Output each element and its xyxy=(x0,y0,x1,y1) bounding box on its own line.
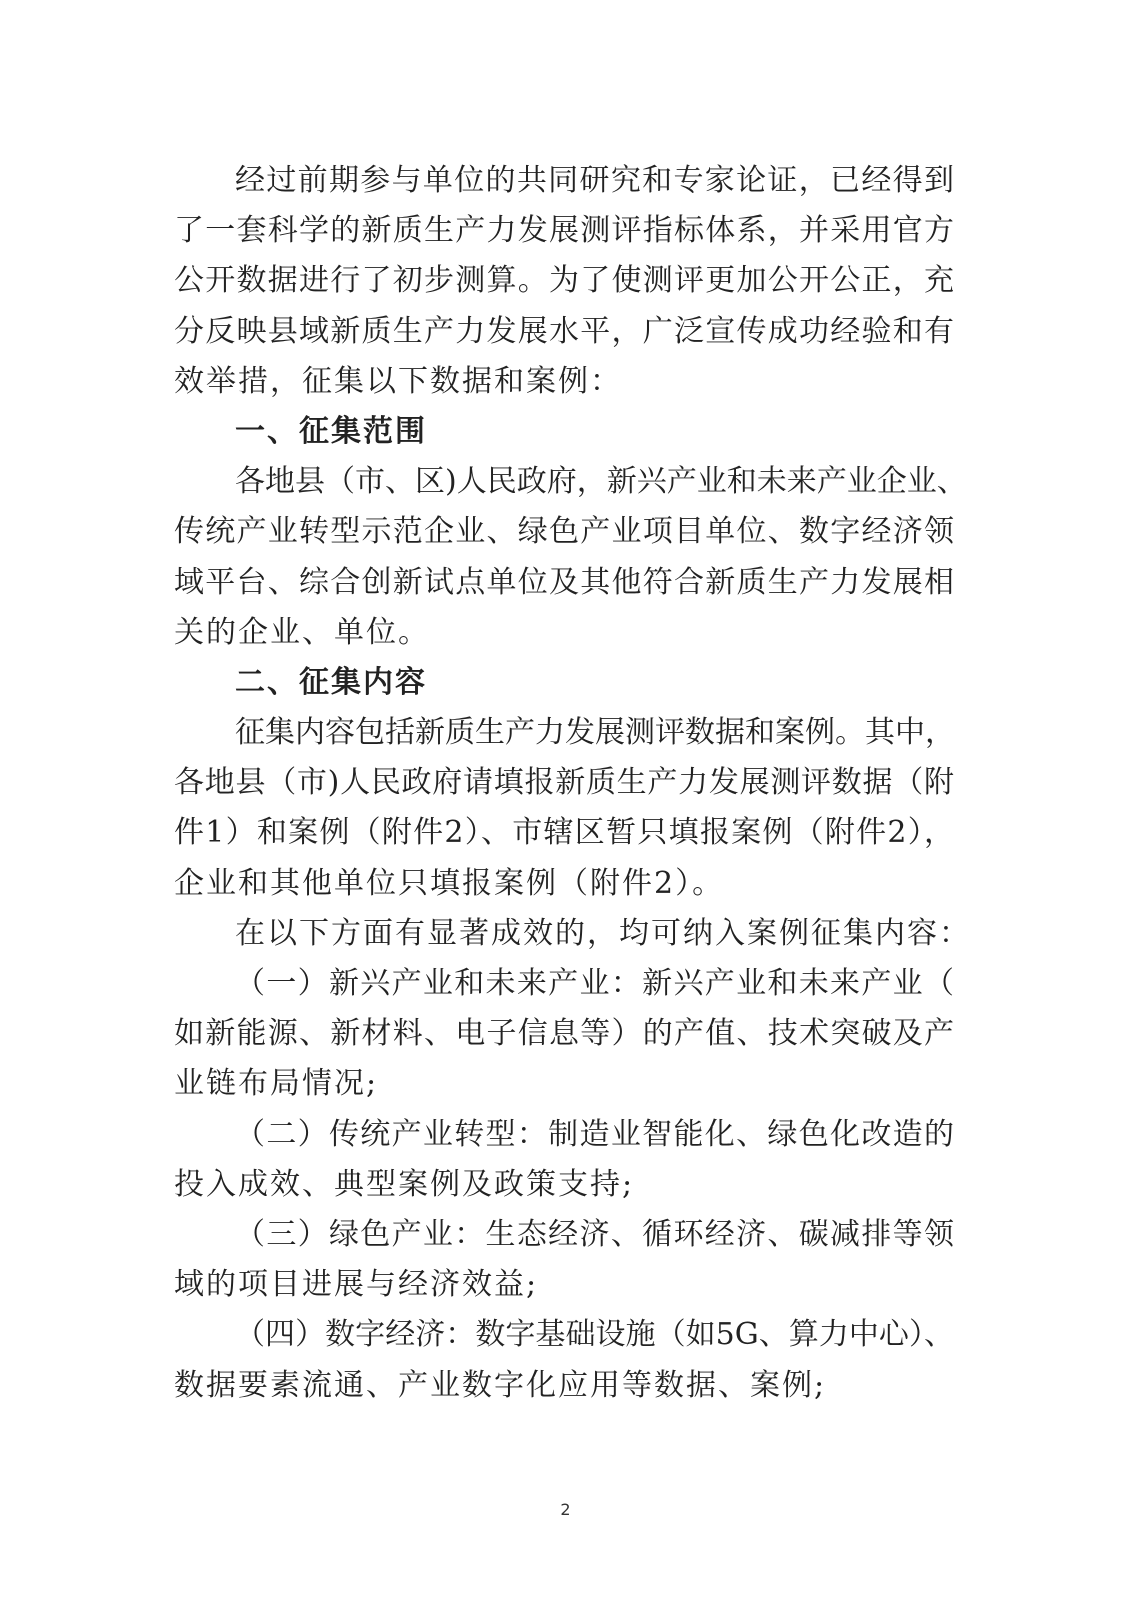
paragraph-content-line-2: 各地县（市)人民政府请填报新质生产力发展测评数据（附 xyxy=(174,765,954,801)
paragraph-intro-line-5: 效举措，征集以下数据和案例： xyxy=(174,363,622,399)
paragraph-scope-line-4: 关的企业、单位。 xyxy=(174,614,430,650)
item-2-line-2: 投入成效、典型案例及政策支持; xyxy=(174,1166,635,1202)
item-3-line-2: 域的项目进展与经济效益; xyxy=(174,1267,539,1303)
paragraph-intro-line-3: 公开数据进行了初步测算。为了使测评更加公开公正，充 xyxy=(174,263,954,299)
item-2-line-1: （二）传统产业转型：制造业智能化、绿色化改造的 xyxy=(235,1116,954,1152)
section-heading-content: 二、征集内容 xyxy=(235,664,427,700)
paragraph-content-line-4: 企业和其他单位只填报案例（附件2）。 xyxy=(174,865,725,901)
item-1-line-1: （一）新兴产业和未来产业：新兴产业和未来产业（ xyxy=(235,966,954,1001)
paragraph-criteria-intro: 在以下方面有显著成效的，均可纳入案例征集内容： xyxy=(235,915,971,951)
item-1-line-2: 如新能源、新材料、电子信息等）的产值、技术突破及产 xyxy=(174,1016,954,1052)
item-4-line-2: 数据要素流通、产业数字化应用等数据、案例; xyxy=(174,1367,827,1403)
page-number: 2 xyxy=(560,1500,571,1519)
item-1-line-3: 业链布局情况; xyxy=(174,1066,379,1102)
paragraph-intro-line-2: 了一套科学的新质生产力发展测评指标体系，并采用官方 xyxy=(174,213,954,249)
paragraph-intro-line-4: 分反映县域新质生产力发展水平，广泛宣传成功经验和有 xyxy=(174,313,954,349)
paragraph-scope-line-1: 各地县（市、区)人民政府，新兴产业和未来产业企业、 xyxy=(235,464,967,500)
item-4-line-1: （四）数字经济：数字基础设施（如5G、算力中心）、 xyxy=(235,1317,954,1353)
paragraph-content-line-1: 征集内容包括新质生产力发展测评数据和案例。其中， xyxy=(235,715,955,751)
paragraph-content-line-3: 件1）和案例（附件2）、市辖区暂只填报案例（附件2）， xyxy=(174,815,954,851)
document-body xyxy=(174,156,971,1411)
paragraph-intro-line-1: 经过前期参与单位的共同研究和专家论证，已经得到 xyxy=(235,163,954,198)
item-3-line-1: （三）绿色产业：生态经济、循环经济、碳减排等领 xyxy=(235,1216,954,1252)
paragraph-scope-line-3: 域平台、综合创新试点单位及其他符合新质生产力发展相 xyxy=(174,564,954,600)
paragraph-scope-line-2: 传统产业转型示范企业、绿色产业项目单位、数字经济领 xyxy=(174,514,954,550)
section-heading-scope: 一、征集范围 xyxy=(235,413,427,449)
